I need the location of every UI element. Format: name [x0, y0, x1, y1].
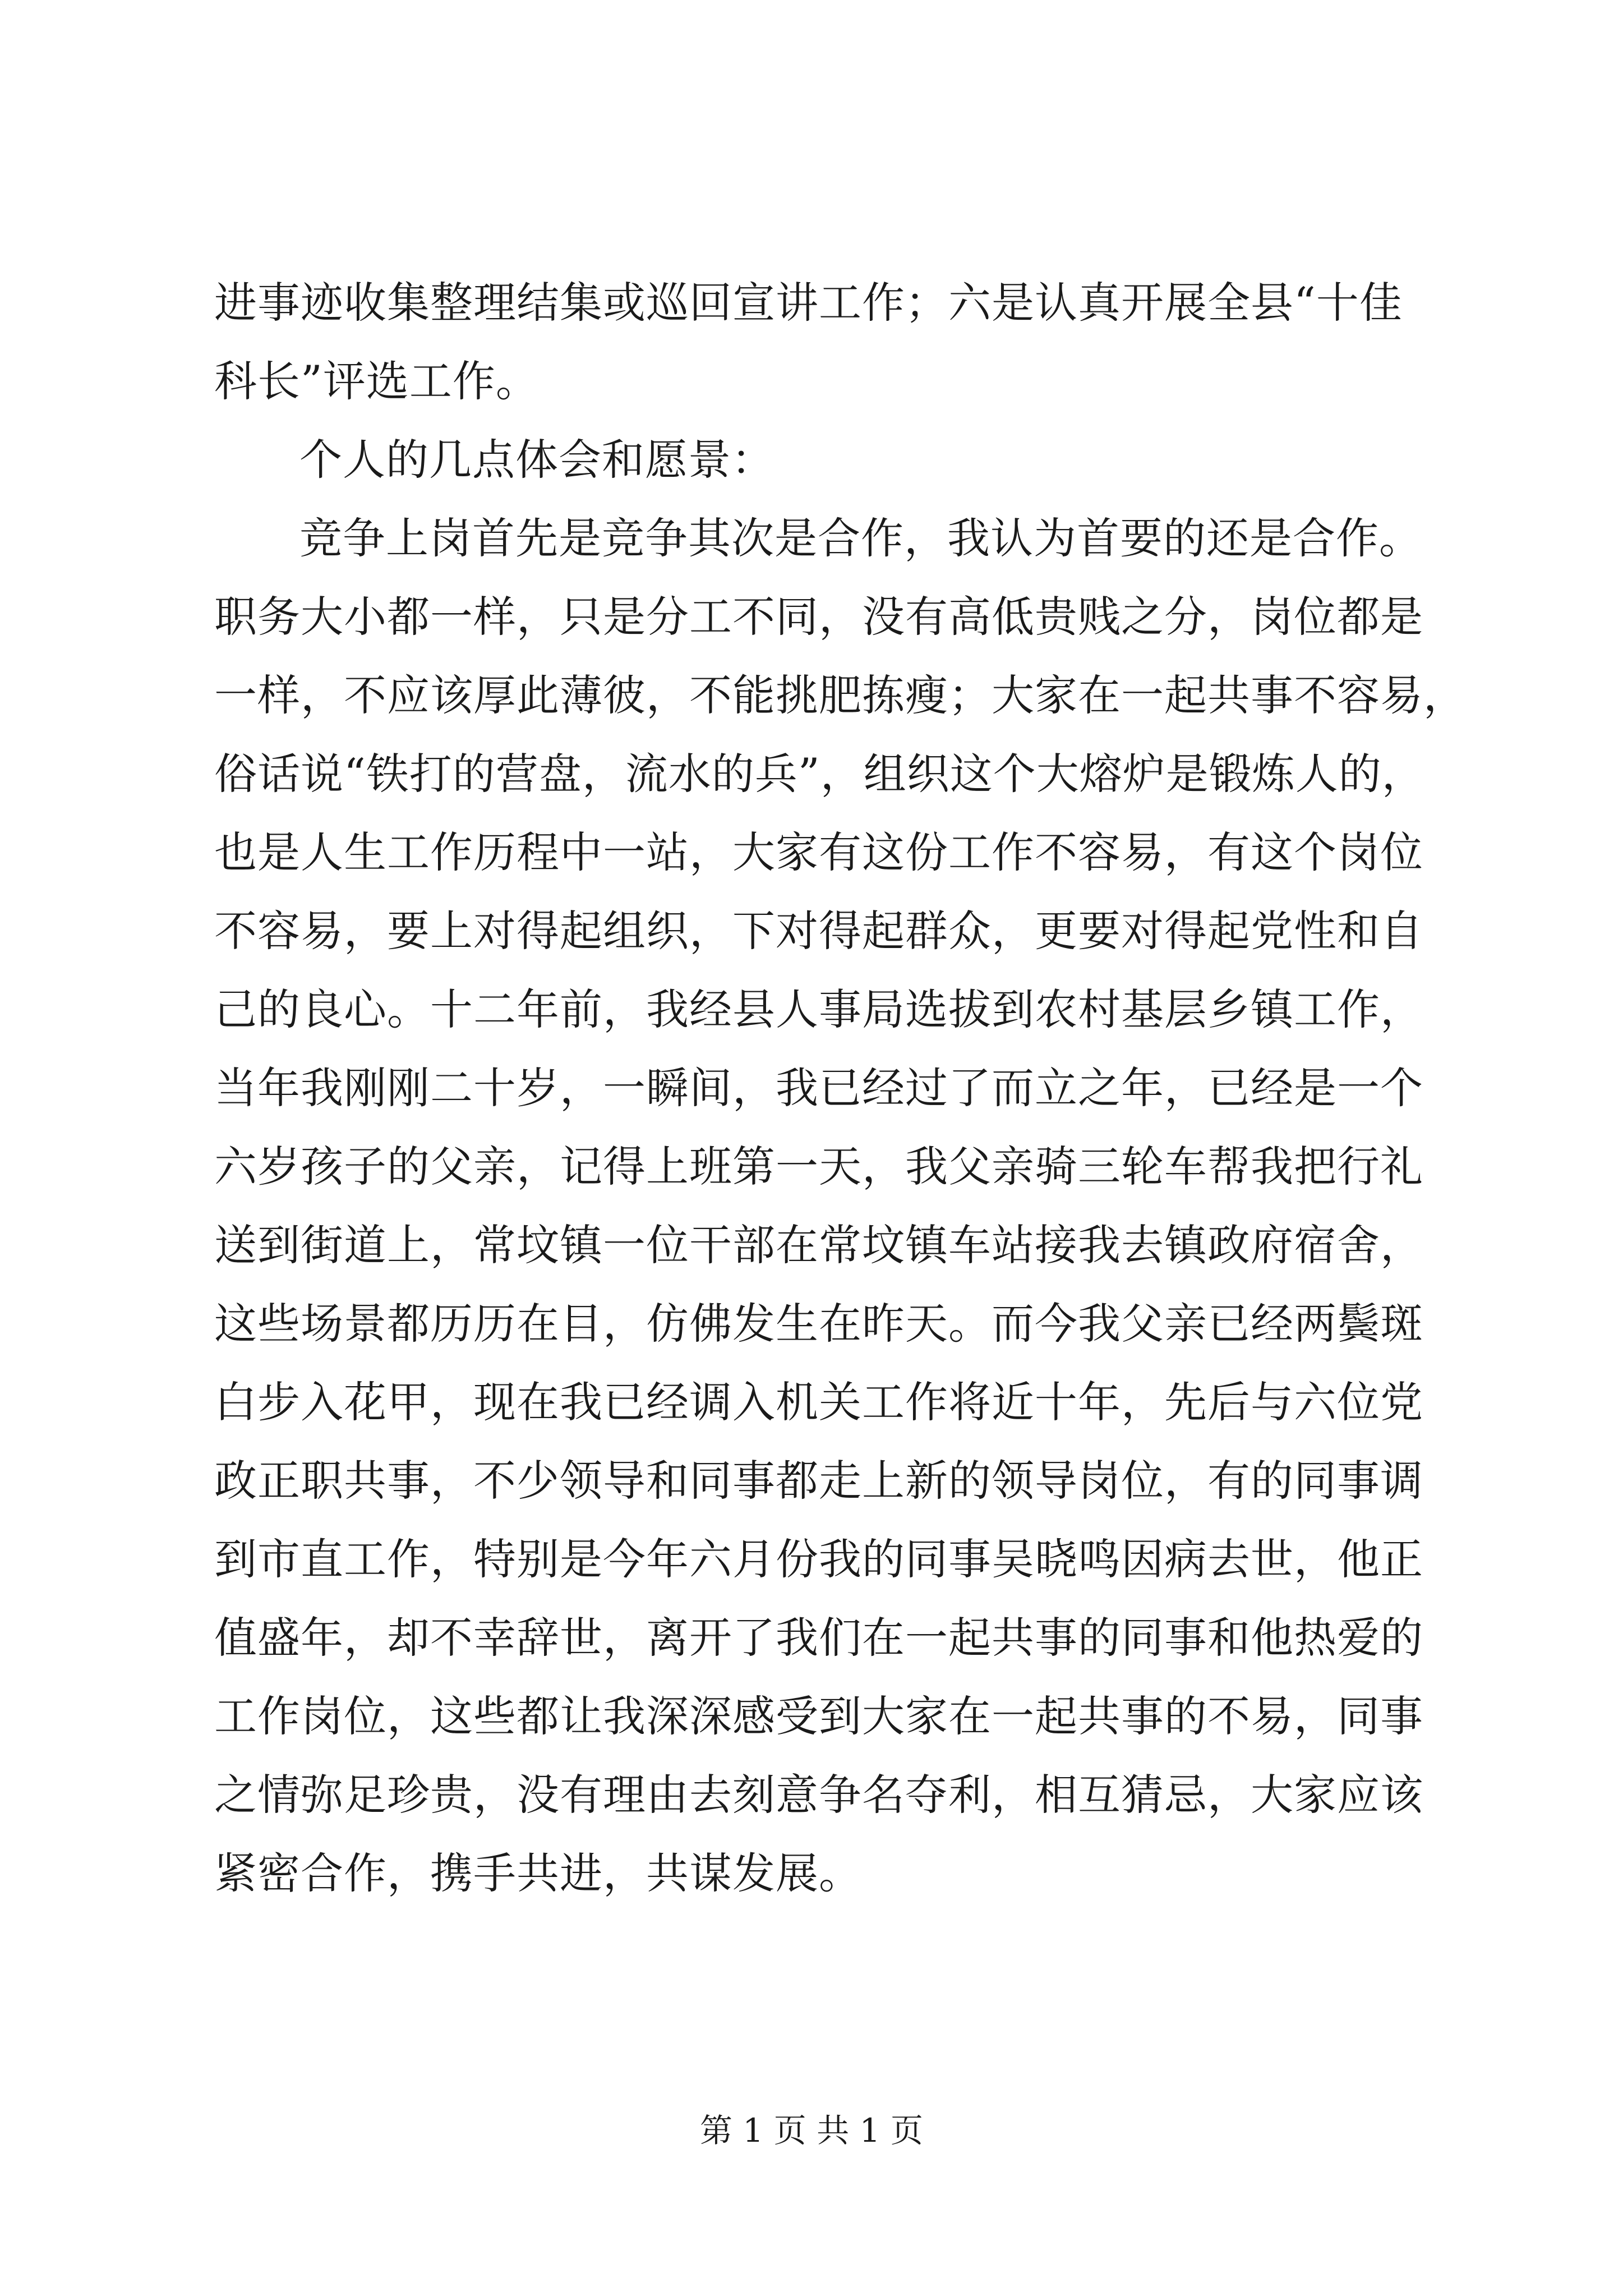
text-line: 己的良心。十二年前，我经县人事局选拔到农村基层乡镇工作，: [214, 984, 1423, 1034]
text-line: 到市直工作，特别是今年六月份我的同事吴晓鸣因病去世，他正: [214, 1534, 1423, 1584]
text-line: 俗话说“铁打的营盘，流水的兵”，组织这个大熔炉是锻炼人的，: [214, 749, 1425, 799]
text-line: 工作岗位，这些都让我深深感受到大家在一起共事的不易，同事: [214, 1691, 1423, 1741]
text-line: 科长”评选工作。: [214, 356, 539, 406]
text-line: 当年我刚刚二十岁，一瞬间，我已经过了而立之年，已经是一个: [214, 1063, 1423, 1113]
text-line: 送到街道上，常坟镇一位干部在常坟镇车站接我去镇政府宿舍，: [214, 1220, 1423, 1270]
text-line: 职务大小都一样，只是分工不同，没有高低贵贱之分，岗位都是: [214, 592, 1423, 642]
text-line: 之情弥足珍贵，没有理由去刻意争名夺利，相互猜忌，大家应该: [214, 1770, 1423, 1820]
page-number: 第 1 页 共 1 页: [700, 2111, 923, 2150]
section-heading: 个人的几点体会和愿景：: [299, 435, 774, 485]
text-line: 白步入花甲，现在我已经调入机关工作将近十年，先后与六位党: [214, 1377, 1423, 1427]
text-line: 进事迹收集整理结集或巡回宣讲工作；六是认真开展全县“十佳: [214, 278, 1403, 328]
text-line: 这些场景都历历在目，仿佛发生在昨天。而今我父亲已经两鬓斑: [214, 1299, 1423, 1349]
text-line: 不容易，要上对得起组织，下对得起群众，更要对得起党性和自: [214, 906, 1423, 956]
text-line: 政正职共事，不少领导和同事都走上新的领导岗位，有的同事调: [214, 1456, 1423, 1506]
text-line: 也是人生工作历程中一站，大家有这份工作不容易，有这个岗位: [214, 827, 1423, 877]
text-line: 六岁孩子的父亲，记得上班第一天，我父亲骑三轮车帮我把行礼: [214, 1142, 1423, 1191]
text-line: 紧密合作，携手共进，共谋发展。: [214, 1848, 862, 1898]
text-line: 竞争上岗首先是竞争其次是合作，我认为首要的还是合作。: [299, 513, 1422, 563]
document-body: [214, 264, 1467, 1913]
page-footer: [0, 2108, 1623, 2153]
text-line: 值盛年，却不幸辞世，离开了我们在一起共事的同事和他热爱的: [214, 1613, 1423, 1663]
text-line: 一样，不应该厚此薄彼，不能挑肥拣瘦；大家在一起共事不容易，: [214, 670, 1467, 720]
